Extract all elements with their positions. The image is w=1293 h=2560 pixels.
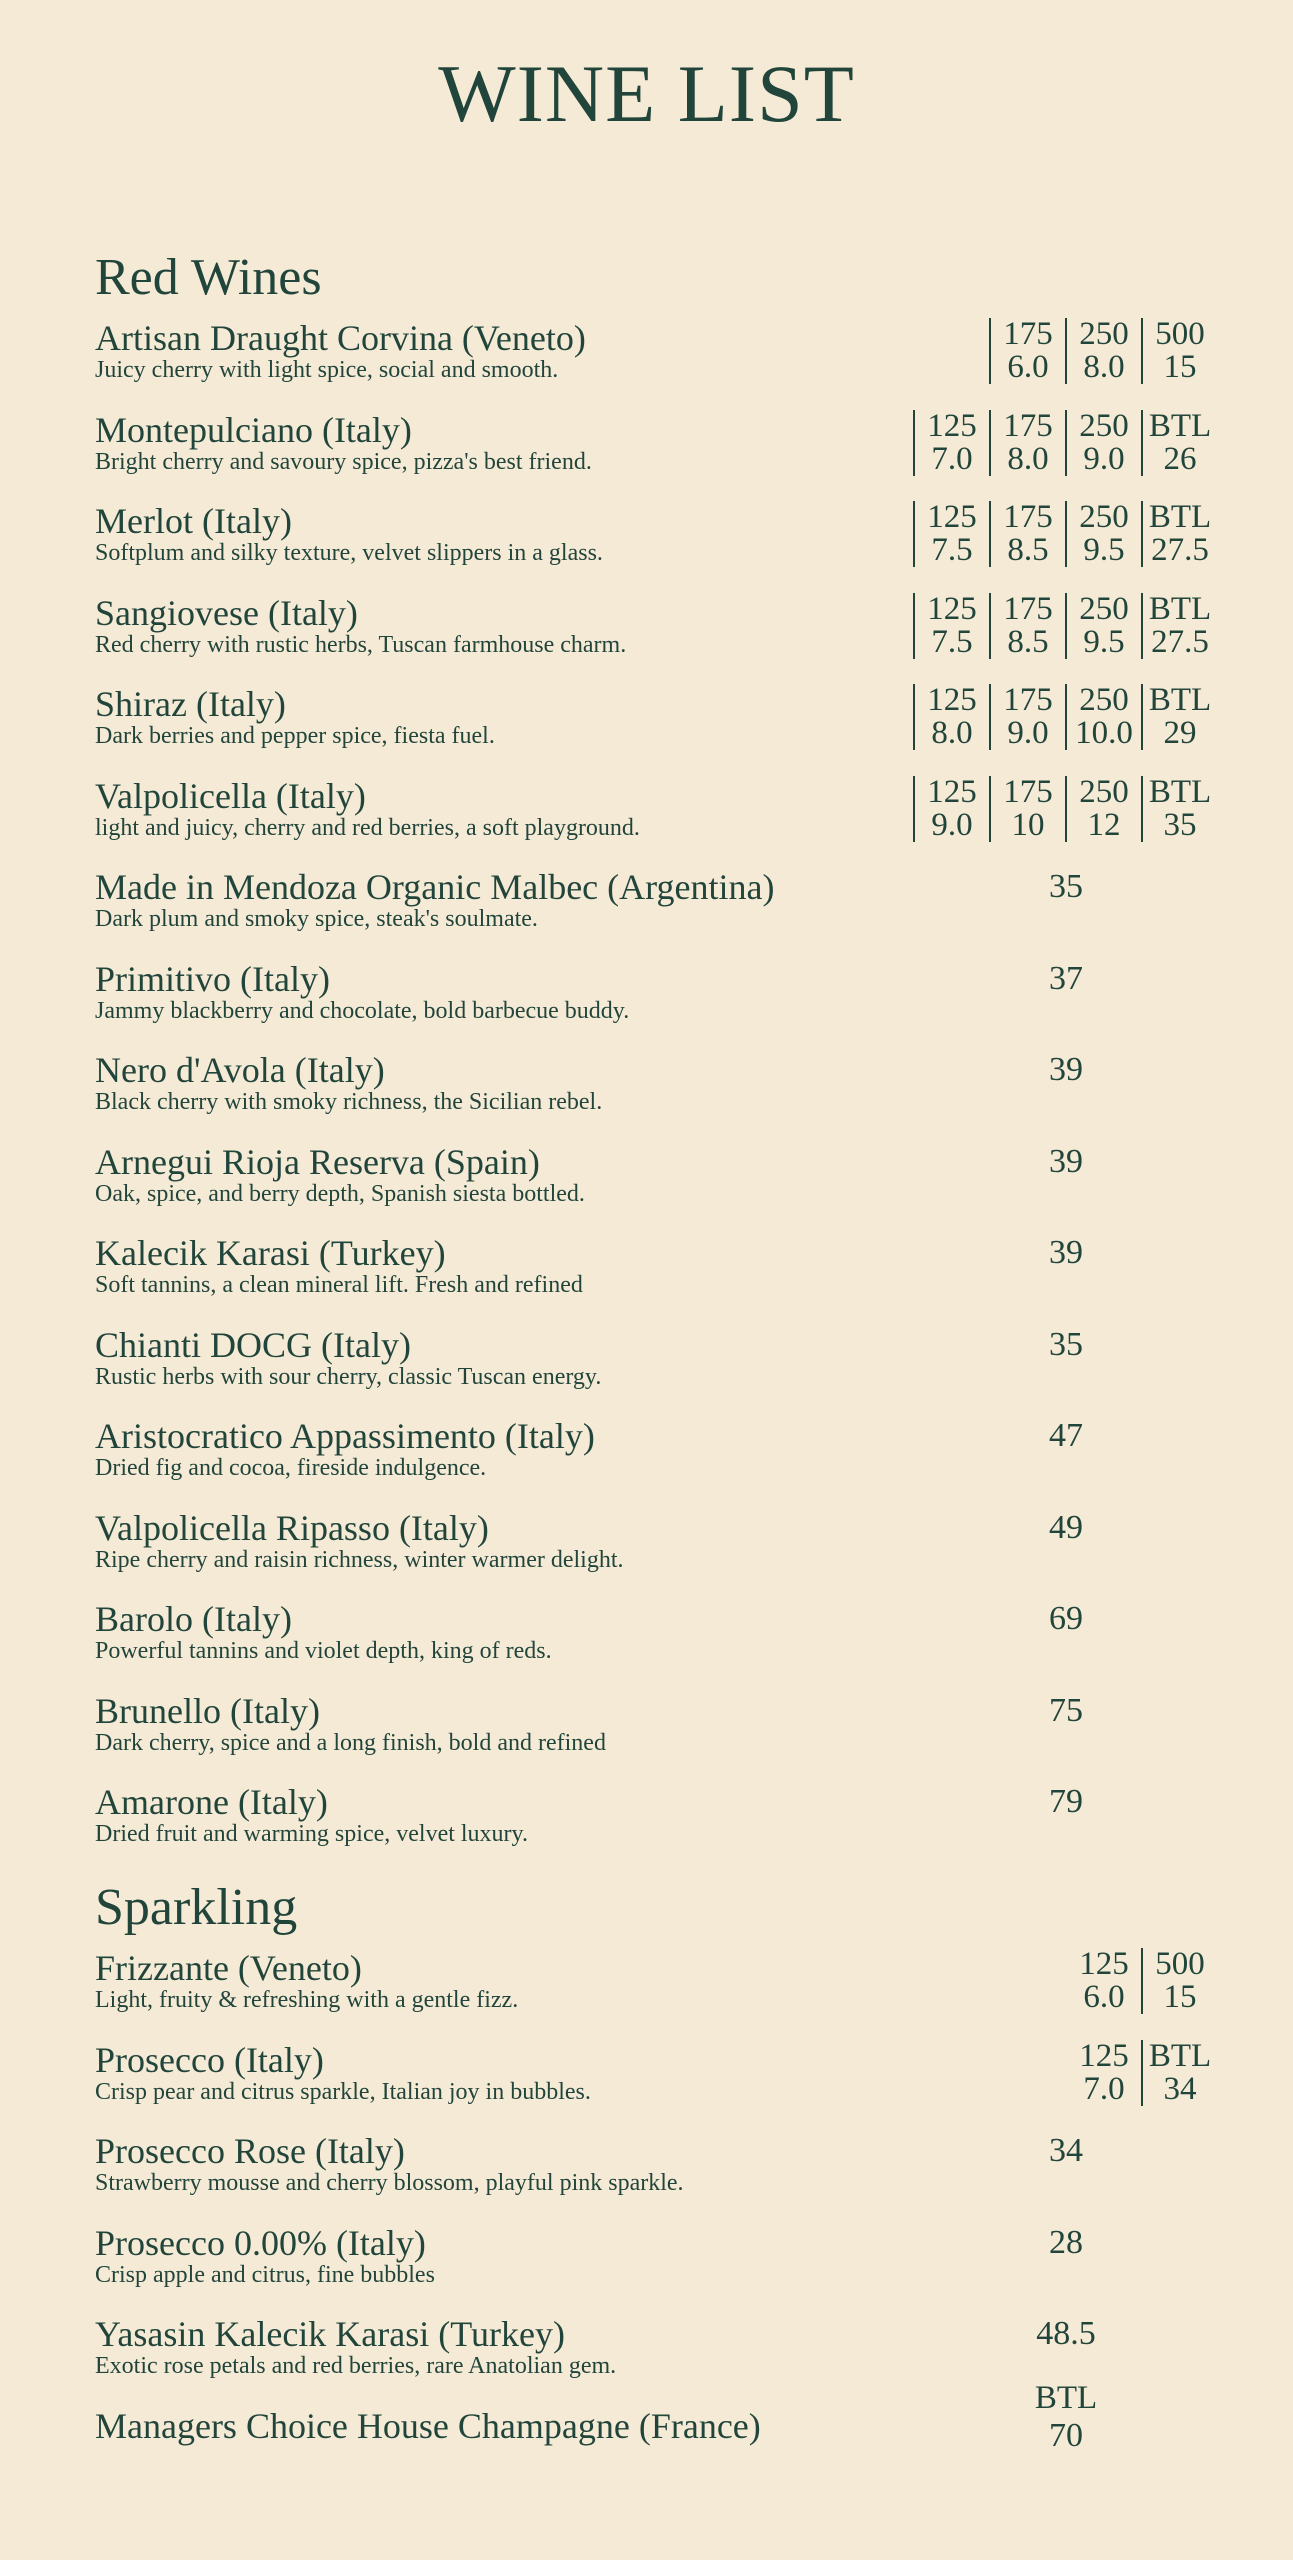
price: 10 [1011, 806, 1045, 843]
wine-item [95, 1599, 1225, 1679]
wine-item [95, 1508, 1225, 1588]
wine-item [95, 1416, 1225, 1496]
price: 10.0 [1075, 715, 1133, 751]
serving-size: 175 [1003, 682, 1053, 718]
serving-size: 125 [1079, 2037, 1129, 2074]
price: 15 [1163, 1979, 1197, 2015]
price-column [1141, 773, 1217, 843]
serving-size: 500 [1155, 316, 1205, 352]
price-column [1141, 2037, 1217, 2107]
wine-item [95, 1691, 1225, 1771]
wine-item [95, 684, 1225, 764]
price-column [1065, 318, 1141, 384]
serving-size: 250 [1079, 682, 1129, 718]
serving-size: 125 [927, 682, 977, 718]
wine-name: Frizzante (Veneto) [95, 1948, 362, 1988]
wine-item [95, 2131, 1225, 2211]
price: 12 [1087, 806, 1121, 843]
wine-name: Managers Choice House Champagne (France) [95, 2405, 761, 2446]
serving-size: 250 [1079, 773, 1129, 810]
price-column [1065, 684, 1141, 750]
wine-name: Valpolicella Ripasso (Italy) [95, 1507, 489, 1548]
price-column [1065, 407, 1141, 477]
price-column [989, 407, 1065, 477]
wine-name: Nero d'Avola (Italy) [95, 1050, 385, 1090]
wine-description: Light, fruity & refreshing with a gentle fizz. [95, 1987, 519, 2013]
price-table [913, 407, 1217, 477]
wine-description: light and juicy, cherry and red berries, a soft playground. [95, 814, 640, 841]
wine-description: Red cherry with rustic herbs, Tuscan farmhouse charm. [95, 631, 627, 658]
wine-name: Artisan Draught Corvina (Veneto) [95, 318, 586, 358]
price: 9.0 [931, 806, 973, 843]
price: 6.0 [1007, 349, 1049, 385]
price-column [1141, 407, 1217, 477]
price-table [1067, 2037, 1217, 2107]
price-column [1065, 501, 1141, 567]
wine-item [95, 959, 1225, 1039]
wine-item [95, 2223, 1225, 2303]
price: 15 [1163, 349, 1197, 385]
wine-description: Dark cherry, spice and a long finish, bold and refined [95, 1729, 606, 1756]
section-title: Sparkling [95, 1879, 298, 1936]
wine-name: Kalecik Karasi (Turkey) [95, 1233, 446, 1273]
wine-description: Jammy blackberry and chocolate, bold barbecue buddy. [95, 997, 630, 1024]
serving-size: 125 [927, 590, 977, 627]
serving-size: 175 [1003, 499, 1053, 535]
price-column [989, 684, 1065, 750]
wine-item [95, 1782, 1225, 1862]
price: 39 [1049, 1051, 1083, 1088]
wine-item [95, 2379, 1225, 2486]
price: 8.5 [1007, 623, 1049, 660]
wine-name: Shiraz (Italy) [95, 684, 286, 724]
wine-description: Crisp pear and citrus sparkle, Italian joy in bubbles. [95, 2078, 591, 2105]
price: 9.5 [1083, 532, 1125, 568]
price-column [989, 590, 1065, 660]
wine-description: Oak, spice, and berry depth, Spanish siesta bottled. [95, 1180, 585, 1207]
price: 8.0 [1083, 349, 1125, 385]
price-column [913, 590, 989, 660]
wine-item [95, 407, 1225, 490]
wine-name: Montepulciano (Italy) [95, 409, 412, 450]
price-column [1141, 1948, 1217, 2014]
wine-item [95, 2037, 1225, 2120]
price: 7.0 [931, 440, 973, 477]
wine-item [95, 318, 1225, 398]
serving-size: BTL [1148, 773, 1212, 810]
wine-name: Prosecco Rose (Italy) [95, 2131, 405, 2171]
wine-description: Black cherry with smoky richness, the Sicilian rebel. [95, 1089, 603, 1115]
wine-description: Strawberry mousse and cherry blossom, playful pink sparkle. [95, 2170, 684, 2196]
wine-item [95, 1050, 1225, 1130]
serving-size: 175 [1003, 773, 1053, 810]
price-column [989, 318, 1065, 384]
wine-name: Aristocratico Appassimento (Italy) [95, 1416, 595, 1456]
price: 79 [1049, 1783, 1083, 1820]
wine-name: Barolo (Italy) [95, 1599, 292, 1639]
wine-description: Powerful tannins and violet depth, king of reds. [95, 1638, 552, 1664]
price-table [913, 684, 1217, 750]
price: 35 [1049, 1325, 1083, 1363]
price: 6.0 [1083, 1979, 1125, 2015]
wine-item [95, 1325, 1225, 1405]
price-column [1141, 501, 1217, 567]
price-column [913, 501, 989, 567]
serving-size: 125 [927, 499, 977, 535]
price-column [1141, 590, 1217, 660]
price-column [913, 407, 989, 477]
wine-description: Dried fruit and warming spice, velvet luxury. [95, 1821, 528, 1847]
serving-size: 250 [1079, 590, 1129, 627]
price-table [913, 590, 1217, 660]
wine-name: Yasasin Kalecik Karasi (Turkey) [95, 2314, 565, 2354]
wine-name: Prosecco 0.00% (Italy) [95, 2222, 426, 2263]
price: 35 [1163, 806, 1197, 843]
serving-size: 500 [1155, 1946, 1205, 1982]
wine-name: Sangiovese (Italy) [95, 592, 358, 633]
wine-item [95, 867, 1225, 947]
serving-size: 250 [1079, 499, 1129, 535]
price: 39 [1049, 1234, 1083, 1271]
price: 8.5 [1007, 532, 1049, 568]
price-column [989, 501, 1065, 567]
price-column [1065, 590, 1141, 660]
serving-size: 250 [1079, 407, 1129, 444]
serving-size: 125 [1079, 1946, 1129, 1982]
price-column [1065, 773, 1141, 843]
wine-description: Soft tannins, a clean mineral lift. Fresh and refined [95, 1272, 583, 1298]
wine-item [95, 501, 1225, 581]
serving-size: BTL [1034, 2379, 1098, 2416]
price: 70 [1049, 2416, 1083, 2454]
price: 8.0 [931, 715, 973, 751]
price: 9.0 [1007, 715, 1049, 751]
wine-description: Bright cherry and savoury spice, pizza's best friend. [95, 448, 592, 475]
price-column [913, 684, 989, 750]
wine-description: Crisp apple and citrus, fine bubbles [95, 2261, 435, 2288]
serving-size: BTL [1148, 2037, 1212, 2074]
wine-description: Dried fig and cocoa, fireside indulgence. [95, 1455, 487, 1481]
wine-item [95, 1948, 1225, 2028]
serving-size: BTL [1148, 682, 1212, 718]
wine-item [95, 1233, 1225, 1313]
price: 27.5 [1151, 532, 1209, 568]
wine-description: Dark berries and pepper spice, fiesta fuel. [95, 723, 495, 749]
price: 39 [1049, 1142, 1083, 1180]
price: 37 [1049, 959, 1083, 997]
wine-name: Brunello (Italy) [95, 1690, 320, 1731]
price: 7.5 [931, 532, 973, 568]
price: 27.5 [1151, 623, 1209, 660]
serving-size: BTL [1148, 499, 1212, 535]
price-table [989, 318, 1217, 384]
section-title: Red Wines [95, 249, 322, 306]
price-table [1067, 1948, 1217, 2014]
wine-item [95, 773, 1225, 856]
wine-name: Arnegui Rioja Reserva (Spain) [95, 1141, 540, 1182]
price: 75 [1049, 1691, 1083, 1729]
serving-size: 175 [1003, 407, 1053, 444]
wine-name: Primitivo (Italy) [95, 958, 330, 999]
price: 7.5 [931, 623, 973, 660]
price: 28 [1049, 2223, 1083, 2261]
price-column [1141, 318, 1217, 384]
price-table [913, 501, 1217, 567]
price-table [913, 773, 1217, 843]
wine-name: Merlot (Italy) [95, 501, 292, 541]
price: 26 [1163, 440, 1197, 477]
page-title: WINE LIST [438, 48, 855, 139]
wine-item [95, 1142, 1225, 1222]
price-column [989, 773, 1065, 843]
wine-name: Made in Mendoza Organic Malbec (Argentina) [95, 867, 775, 907]
price: 34 [1163, 2070, 1197, 2107]
wine-description: Ripe cherry and raisin richness, winter warmer delight. [95, 1546, 624, 1573]
price: 29 [1163, 715, 1197, 751]
wine-description: Exotic rose petals and red berries, rare Anatolian gem. [95, 2353, 617, 2379]
price: 35 [1049, 868, 1083, 905]
price: 34 [1049, 2132, 1083, 2169]
wine-name: Valpolicella (Italy) [95, 775, 366, 816]
wine-item [95, 590, 1225, 673]
wine-description: Softplum and silky texture, velvet slippers in a glass. [95, 540, 603, 566]
serving-size: 125 [927, 773, 977, 810]
wine-description: Dark plum and smoky spice, steak's soulmate. [95, 906, 538, 932]
price-column [1067, 2037, 1141, 2107]
wine-name: Prosecco (Italy) [95, 2039, 324, 2080]
serving-size: 250 [1079, 316, 1129, 352]
price: 9.5 [1083, 623, 1125, 660]
serving-size: 175 [1003, 316, 1053, 352]
price: 47 [1049, 1417, 1083, 1454]
price-column [913, 773, 989, 843]
price: 69 [1049, 1600, 1083, 1637]
price: 48.5 [1036, 2315, 1096, 2352]
price: 7.0 [1083, 2070, 1125, 2107]
serving-size: 125 [927, 407, 977, 444]
wine-description: Rustic herbs with sour cherry, classic Tuscan energy. [95, 1363, 602, 1390]
serving-size: 175 [1003, 590, 1053, 627]
price: 8.0 [1007, 440, 1049, 477]
wine-name: Amarone (Italy) [95, 1782, 328, 1822]
wine-name: Chianti DOCG (Italy) [95, 1324, 411, 1365]
price: 9.0 [1083, 440, 1125, 477]
price-column [1067, 1948, 1141, 2014]
serving-size: BTL [1148, 590, 1212, 627]
price-column [1141, 684, 1217, 750]
wine-description: Juicy cherry with light spice, social and smooth. [95, 357, 559, 383]
serving-size: BTL [1148, 407, 1212, 444]
price: 49 [1049, 1508, 1083, 1546]
